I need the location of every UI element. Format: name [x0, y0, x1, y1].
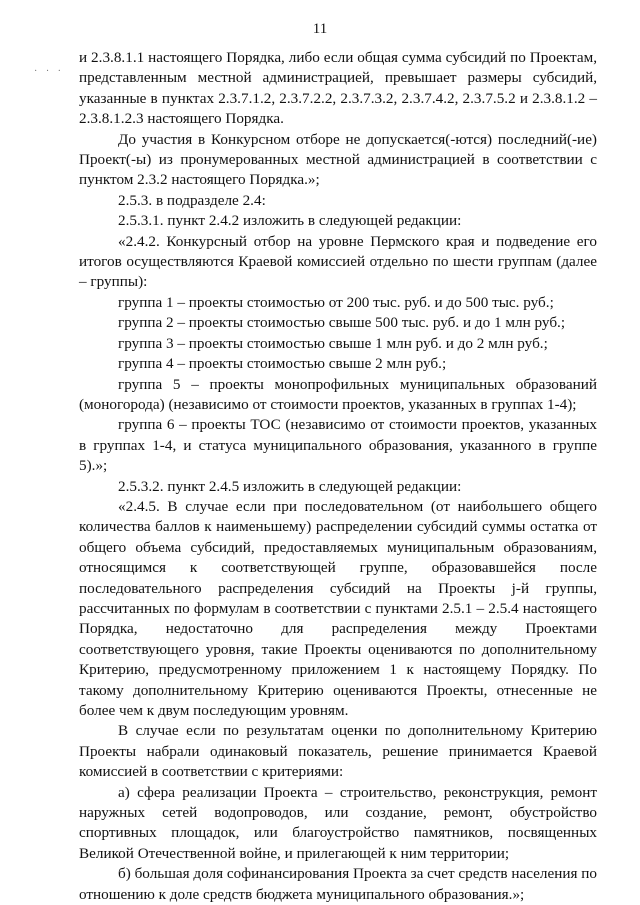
criterion-b: б) большая доля софинансирования Проекта за счет средств населения по отношению к доле средств бюджета муниципального образования.»;: [79, 865, 597, 903]
paragraph: В случае если по результатам оценки по дополнительному Критерию Проекты набрали одинаковый показатель, решение принимается Краевой комиссией в соответствии с критериями:: [79, 722, 597, 781]
list-item-group-5: группа 5 – проекты монопрофильных муниципальных образований (моногорода) (независимо от стоимости проектов, указанных в группах 1-4);: [79, 375, 597, 413]
document-body: [79, 48, 597, 905]
paragraph: До участия в Конкурсном отборе не допускается(-ются) последний(-ие) Проект(-ы) из пронумерованных местной администрацией в соответствии с пунктом 2.3.2 настоящего Порядка.»;: [79, 130, 597, 189]
paragraph: 2.5.3.1. пункт 2.4.2 изложить в следующей редакции:: [118, 212, 462, 230]
list-item-group-3: группа 3 – проекты стоимостью свыше 1 млн руб. и до 2 млн руб.;: [118, 334, 548, 352]
paragraph: 2.5.3.2. пункт 2.4.5 изложить в следующей редакции:: [118, 477, 462, 495]
paragraph: 2.5.3. в подразделе 2.4:: [118, 191, 266, 209]
margin-marks: · · ·: [34, 66, 64, 77]
criterion-a: а) сфера реализации Проекта – строительство, реконструкция, ремонт наружных сетей водопроводов, или создание, ремонт, обустройство спортивных площадок, или благоустройство памятников, посвященных Великой Отечественной войне, и прилегающей к ним территории;: [79, 783, 597, 862]
paragraph: «2.4.2. Конкурсный отбор на уровне Пермского края и подведение его итогов осуществляются Краевой комиссией отдельно по шести группам (далее – группы):: [79, 232, 597, 291]
list-item-group-1: группа 1 – проекты стоимостью от 200 тыс. руб. и до 500 тыс. руб.;: [118, 293, 554, 311]
paragraph: и 2.3.8.1.1 настоящего Порядка, либо если общая сумма субсидий по Проектам, представленным местной администрацией, превышает размеры субсидий, указанные в пунктах 2.3.7.1.2, 2.3.7.2.2, 2.3.7.3.2, 2.3.7.4.2, 2.3.7.5.2 и 2.3.8.1.2 – 2.3.8.1.2.3 настоящего Порядка.: [79, 49, 597, 128]
list-item-group-4: группа 4 – проекты стоимостью свыше 2 млн руб.;: [118, 355, 447, 373]
paragraph: «2.4.5. В случае если при последовательном (от наибольшего общего количества баллов к наименьшему) распределении субсидий суммы остатка от общего объема субсидий, предоставляемых муниципальным образованиям, относящимся к соответствующей группе, образовавшейся после последовательного распределения субсидий на Проекты j-й группы, рассчитанных по формулам в соответствии с пунктами 2.5.1 – 2.5.4 настоящего Порядка, недостаточно для распределения между Проектами соответствующего уровня, такие Проекты оцениваются по дополнительному Критерию, предусмотренному приложением 1 к настоящему Порядку. По такому дополнительному Критерию оцениваются Проекты, отнесенные не более чем к двум последующим уровням.: [79, 497, 597, 719]
list-item-group-6: группа 6 – проекты ТОС (независимо от стоимости проектов, указанных в группах 1-4, и статуса муниципального образования, указанного в группе 5).»;: [79, 416, 597, 475]
page-number: 11: [312, 21, 328, 37]
list-item-group-2: группа 2 – проекты стоимостью свыше 500 тыс. руб. и до 1 млн руб.;: [118, 314, 566, 332]
